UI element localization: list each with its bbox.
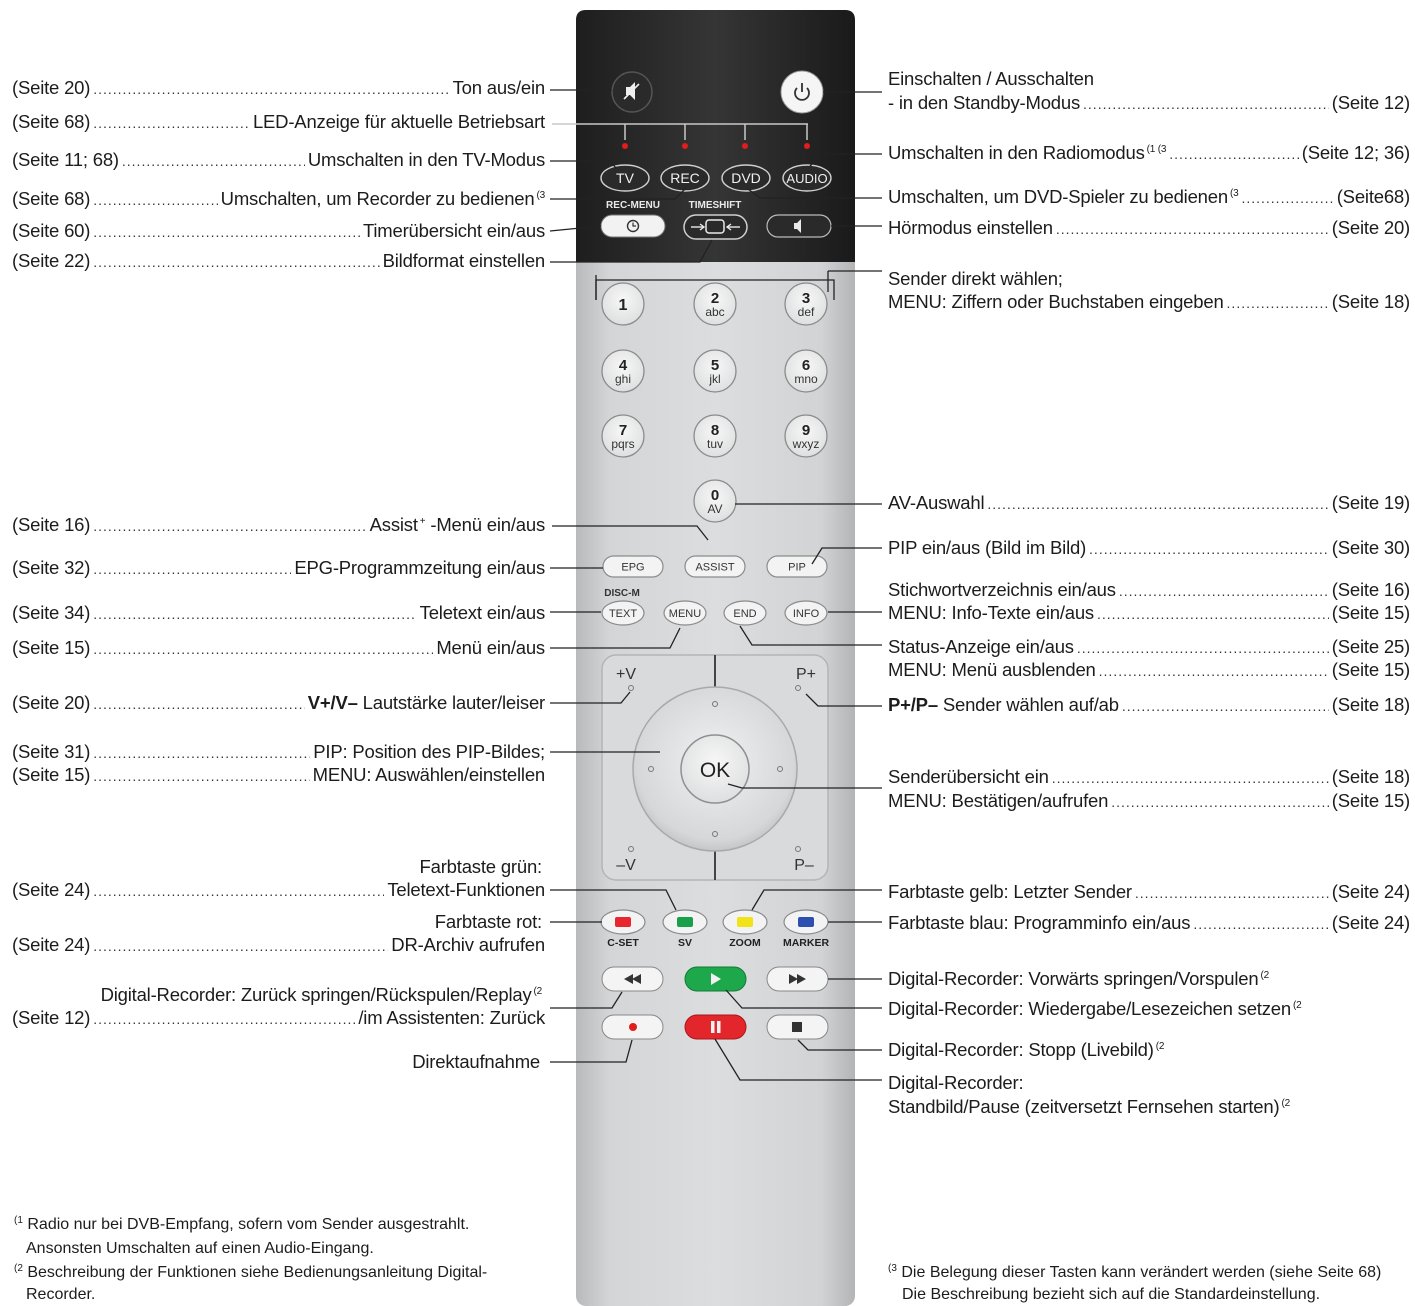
- audio-mode-label: AUDIO: [786, 171, 828, 186]
- pause-button[interactable]: [685, 1015, 746, 1039]
- label-pip: PIP ein/aus (Bild im Bild) ..... (Seite 30): [888, 537, 1410, 560]
- c-set-label: C-SET: [607, 937, 639, 949]
- number-key-3[interactable]: [785, 283, 827, 325]
- label-index: Stichwortverzeichnis ein/aus ..... (Seite 16): [888, 579, 1410, 602]
- record-button[interactable]: [602, 1015, 663, 1039]
- footnote-3-cont: Die Beschreibung bezieht sich auf die Standardeinstellung.: [902, 1286, 1321, 1303]
- label-forward: Digital-Recorder: Vorwärts springen/Vorspulen $^{(2}$: [888, 968, 1269, 989]
- tv-mode-label: TV: [616, 170, 634, 186]
- label-dvd: Umschalten, um DVD-Spieler zu bedienen $^{(3}$ ..... (Seite68): [888, 186, 1410, 209]
- label-rewind-title: Digital-Recorder: Zurück springen/Rückspulen/Replay $^{(2}$: [100, 984, 542, 1005]
- svg-text:OK: OK: [699, 759, 731, 782]
- menu-label: MENU: [668, 608, 702, 620]
- menu-button[interactable]: [664, 601, 706, 625]
- end-label: END: [733, 608, 757, 620]
- number-key-digit: 4: [618, 357, 628, 374]
- number-key-letters: tuv: [706, 437, 724, 451]
- info-label: INFO: [792, 608, 820, 620]
- text-label: TEXT: [608, 608, 638, 620]
- number-key-letters: ghi: [614, 372, 632, 386]
- label-led: (Seite 68) ..... LED-Anzeige für aktuelle Betriebsart: [12, 111, 545, 134]
- label-timer: (Seite 60) ..... Timerübersicht ein/aus: [12, 220, 545, 243]
- number-key-letters: mno: [794, 372, 818, 386]
- number-key-letters: def: [797, 305, 815, 319]
- label-red: (Seite 24) ..... DR-Archiv aufrufen: [12, 934, 545, 957]
- label-green: (Seite 24) ..... Teletext-Funktionen: [12, 879, 545, 902]
- navigation-pad: [602, 655, 828, 880]
- rec-menu-label: REC-MENU: [606, 200, 660, 211]
- number-key-digit: 0: [710, 487, 720, 504]
- end-button[interactable]: [724, 601, 766, 625]
- rewind-button[interactable]: [602, 967, 663, 991]
- number-key-digit: 8: [710, 422, 720, 439]
- number-key-letters: wxyz: [792, 437, 820, 451]
- number-key-digit: 3: [801, 290, 811, 307]
- label-menu-select: (Seite 15) ..... MENU: Auswählen/einstellen: [12, 764, 545, 787]
- footnote-2: $^{(2}$ Beschreibung der Funktionen siehe Bedienungsanleitung Digital-: [14, 1262, 488, 1281]
- footnote-3: $^{(3}$ Die Belegung dieser Tasten kann verändert werden (siehe Seite 68): [888, 1262, 1382, 1281]
- zoom-color-key[interactable]: [723, 910, 767, 949]
- svg-text:+V: +V: [615, 666, 637, 683]
- rec-mode-button[interactable]: [661, 165, 709, 191]
- number-key-digit: 2: [710, 290, 720, 307]
- label-epg: (Seite 32) ..... EPG-Programmzeitung ein/aus: [12, 557, 545, 580]
- label-status: Status-Anzeige ein/aus ..... (Seite 25): [888, 636, 1410, 659]
- number-key-5[interactable]: [694, 350, 736, 392]
- label-assist: (Seite 16) ..... Assist + -Menü ein/aus: [12, 514, 545, 537]
- label-tv: (Seite 11; 68) ..... Umschalten in den TV-Modus: [12, 149, 545, 172]
- mute-button[interactable]: [612, 72, 652, 112]
- audio-mode-button[interactable]: [783, 165, 831, 191]
- zoom-label: ZOOM: [729, 937, 761, 949]
- footnote-1: $^{(1}$ Radio nur bei DVB-Empfang, sofern vom Sender ausgestrahlt.: [14, 1214, 470, 1233]
- label-menu-hide: MENU: Menü ausblenden ..... (Seite 15): [888, 659, 1410, 682]
- timeshift-label: TIMESHIFT: [688, 200, 742, 211]
- rec-mode-label: REC: [670, 170, 700, 186]
- label-red-title: Farbtaste rot:: [434, 911, 542, 932]
- power-button[interactable]: [781, 71, 823, 113]
- timer-button[interactable]: [601, 215, 665, 237]
- number-key-digit: 9: [801, 422, 811, 439]
- label-menu: (Seite 15) ..... Menü ein/aus: [12, 637, 545, 660]
- sv-label: SV: [677, 937, 693, 949]
- forward-button[interactable]: [767, 967, 828, 991]
- label-direct-record: Direktaufnahme: [412, 1051, 540, 1072]
- pip-label: PIP: [788, 561, 806, 574]
- number-key-digit: 7: [618, 422, 628, 439]
- label-confirm: MENU: Bestätigen/aufrufen ..... (Seite 15): [888, 790, 1410, 813]
- label-pip-position: (Seite 31) ..... PIP: Position des PIP-Bildes;: [12, 741, 545, 764]
- number-key-letters: AV: [707, 502, 723, 516]
- marker-color-key[interactable]: [783, 910, 829, 949]
- svg-text:P+: P+: [795, 666, 817, 683]
- info-button[interactable]: [785, 601, 827, 625]
- label-rec: (Seite 68) ..... Umschalten, um Recorder zu bedienen $^{(3}$: [12, 188, 545, 211]
- text-button[interactable]: [602, 601, 644, 625]
- label-pause-title: Digital-Recorder:: [888, 1072, 1024, 1093]
- number-key-letters: pqrs: [611, 437, 635, 451]
- pause-icon: [711, 1021, 715, 1033]
- label-power: - in den Standby-Modus ..... (Seite 12): [888, 92, 1410, 115]
- label-stop: Digital-Recorder: Stopp (Livebild) $^{(2}$: [888, 1039, 1165, 1060]
- stop-button[interactable]: [767, 1015, 828, 1039]
- number-key-2[interactable]: [694, 283, 736, 325]
- disc-m-label: DISC-M: [604, 588, 640, 599]
- label-yellow: Farbtaste gelb: Letzter Sender ..... (Seite 24): [888, 881, 1410, 904]
- number-key-digit: 5: [710, 357, 720, 374]
- label-play: Digital-Recorder: Wiedergabe/Lesezeichen setzen $^{(2}$: [888, 998, 1302, 1019]
- footnote-2-cont: Recorder.: [26, 1286, 96, 1303]
- assist-label: ASSIST: [695, 561, 735, 574]
- label-sound-mode: Hörmodus einstellen ..... (Seite 20): [888, 217, 1410, 240]
- footnote-1-cont: Ansonsten Umschalten auf einen Audio-Eingang.: [26, 1240, 374, 1257]
- number-key-digit: 6: [801, 357, 811, 374]
- number-key-1[interactable]: [602, 283, 644, 325]
- label-green-title: Farbtaste grün:: [419, 856, 542, 877]
- label-direct-station: MENU: Ziffern oder Buchstaben eingeben ..... (Seite 18): [888, 291, 1410, 314]
- label-power-title: Einschalten / Ausschalten: [888, 68, 1094, 89]
- sound-mode-button[interactable]: [767, 215, 831, 237]
- number-key-6[interactable]: [785, 350, 827, 392]
- epg-button[interactable]: [603, 556, 663, 577]
- label-mute: (Seite 20) ..... Ton aus/ein: [12, 77, 545, 100]
- stop-icon: [792, 1022, 802, 1032]
- label-station-list: Senderübersicht ein ..... (Seite 18): [888, 766, 1410, 789]
- number-key-digit: 1: [618, 297, 628, 314]
- pip-button[interactable]: [767, 556, 827, 577]
- label-volume: (Seite 20) ..... V+/V– Lautstärke lauter/leiser: [12, 692, 545, 715]
- svg-text:–V: –V: [616, 857, 636, 874]
- epg-label: EPG: [621, 561, 645, 574]
- label-av: AV-Auswahl ..... (Seite 19): [888, 492, 1410, 515]
- label-rewind: (Seite 12) ..... /im Assistenten: Zurück: [12, 1007, 545, 1030]
- number-key-9[interactable]: [785, 415, 827, 457]
- ok-button[interactable]: [681, 735, 749, 803]
- marker-label: MARKER: [782, 937, 830, 949]
- tv-mode-button[interactable]: [601, 165, 649, 191]
- label-picture-format: (Seite 22) ..... Bildformat einstellen: [12, 250, 545, 273]
- assist-button[interactable]: [685, 556, 745, 577]
- label-program: P+/P– Sender wählen auf/ab ..... (Seite 18): [888, 694, 1410, 717]
- label-blue: Farbtaste blau: Programminfo ein/aus ..... (Seite 24): [888, 912, 1410, 935]
- number-key-letters: abc: [705, 305, 725, 319]
- label-direct-station-title: Sender direkt wählen;: [888, 268, 1063, 289]
- number-key-8[interactable]: [694, 415, 736, 457]
- svg-text:P–: P–: [794, 857, 814, 874]
- dvd-mode-button[interactable]: [722, 165, 770, 191]
- number-key-0[interactable]: [694, 480, 736, 522]
- timeshift-button[interactable]: [684, 215, 747, 239]
- dvd-mode-label: DVD: [731, 170, 761, 186]
- c-set-color-key[interactable]: [601, 910, 645, 949]
- label-teletext: (Seite 34) ..... Teletext ein/aus: [12, 602, 545, 625]
- label-info: MENU: Info-Texte ein/aus ..... (Seite 15): [888, 602, 1410, 625]
- label-radio: Umschalten in den Radiomodus $^{(1 (3}$ ..... (Seite 12; 36): [888, 142, 1410, 165]
- number-key-7[interactable]: [602, 415, 644, 457]
- record-icon: [629, 1023, 637, 1031]
- label-pause: Standbild/Pause (zeitversetzt Fernsehen starten) $^{(2}$: [888, 1096, 1290, 1117]
- play-button[interactable]: [685, 967, 746, 991]
- number-key-4[interactable]: [602, 350, 644, 392]
- number-key-letters: jkl: [709, 372, 721, 386]
